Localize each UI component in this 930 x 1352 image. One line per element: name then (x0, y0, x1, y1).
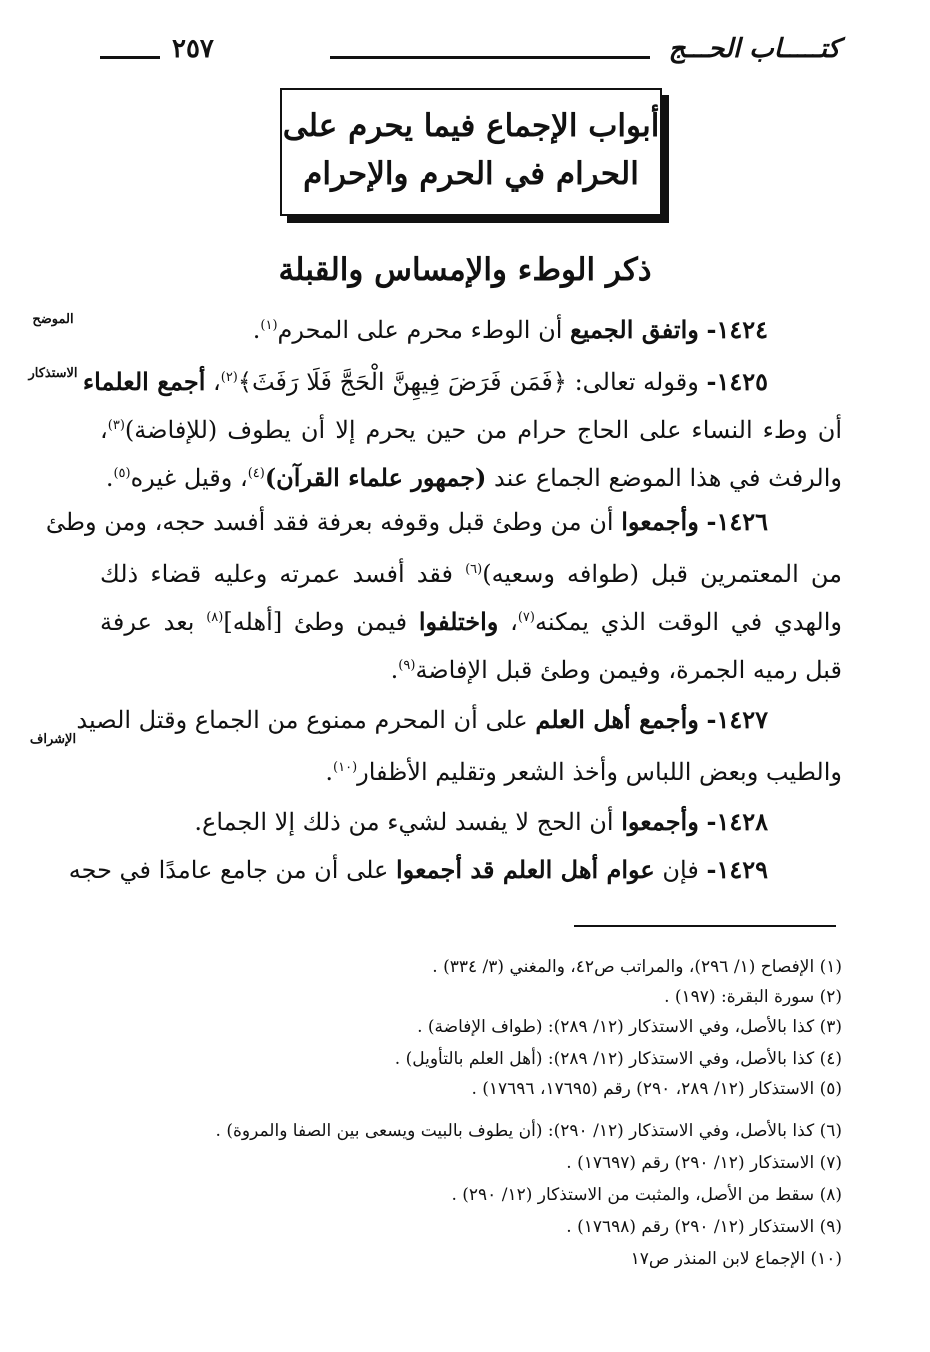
footnote-ref: (٩) (398, 658, 416, 673)
footnote-6: (٦) كذا بالأصل، وفي الاستذكار (١٢/ ٢٩٠): (أن يطوف بالبيت ويسعى بين الصفا والمروة) . (215, 1121, 842, 1141)
paragraph-number: ١٤٢٧- (706, 705, 768, 734)
text: فإن (662, 856, 699, 884)
paragraph-1424 (100, 302, 842, 350)
chapter-title-line-2: الحرام في الحرم والإحرام (303, 156, 639, 192)
page-number: ٢٥٧ (172, 34, 214, 64)
chapter-title-line-1: أبواب الإجماع فيما يحرم على (282, 108, 660, 144)
bold-phrase: وأجمعوا (621, 807, 699, 836)
text-line (100, 546, 842, 594)
footnote-1: (١) الإفصاح (١/ ٢٩٦)، والمراتب ص٤٢، والمغني (٣/ ٣٣٤) . (432, 957, 842, 977)
paragraph-1427 (76, 696, 842, 792)
footnote-ref: (١٠) (333, 760, 358, 775)
margin-note-ishraf: الإشراف (29, 732, 77, 747)
footnote-2: (٢) سورة البقرة: (١٩٧) . (664, 987, 842, 1007)
text: والهدي في الوقت الذي يمكنه (534, 608, 842, 636)
paragraph-1425 (82, 354, 842, 498)
footnote-ref: (٣) (107, 418, 125, 433)
footnote-7: (٧) الاستذكار (١٢/ ٢٩٠) رقم (١٧٦٩٧) . (566, 1153, 842, 1173)
text-line (100, 798, 842, 846)
footnote-separator (574, 925, 836, 927)
footnote-ref: (٥) (113, 466, 131, 481)
footnote-10: (١٠) الإجماع لابن المنذر ص١٧ (630, 1249, 842, 1269)
paragraph-1429 (68, 846, 842, 894)
text-line: والرفث في هذا الموضع الجماع عند (جمهور علماء القرآن)$^{(٤)}$، وقيل غيره$^{(٥)}$. (105, 463, 842, 492)
section-title: ذكر الوطء والإمساس والقبلة (278, 252, 652, 288)
bold-phrase: (جمهور علماء القرآن) (264, 463, 487, 492)
margin-note-mudih: الموضح (32, 312, 74, 327)
header-rule (330, 56, 650, 59)
text-line: ١٤٢٤- واتفق الجميع أن الوطء محرم على المحرم$^{(١)}$. (252, 315, 768, 344)
footnote-ref: (٧) (517, 610, 535, 625)
text: على أن المحرم ممنوع من الجماع وقتل الصيد (76, 706, 528, 734)
text: فقد أفسد عمرته وعليه قضاء ذلك (100, 560, 453, 588)
footnote-3: (٣) كذا بالأصل، وفي الاستذكار (١٢/ ٢٨٩): (طواف الإفاضة) . (417, 1017, 842, 1037)
footnote-ref: (٦) (465, 562, 483, 577)
text: وقوله تعالى: (574, 368, 699, 396)
paragraph-number: ١٤٢٩- (706, 855, 768, 884)
footnote-8: (٨) سقط من الأصل، والمثبت من الاستذكار (١٢/ ٢٩٠) . (451, 1185, 842, 1205)
quran-verse: ﴿فَمَن فَرَضَ فِيهِنَّ الْحَجَّ فَلَا رَفَثَ﴾ (237, 368, 567, 396)
text-line (45, 498, 842, 546)
bold-phrase: وأجمعوا (621, 507, 699, 536)
text: أن وطء النساء على الحاج حرام من حين يحرم إلا أن يطوف (للإفاضة) (124, 416, 842, 444)
footnote-9: (٩) الاستذكار (١٢/ ٢٩٠) رقم (١٧٦٩٨) . (566, 1217, 842, 1237)
paragraph-1428 (100, 798, 842, 846)
text: والطيب وبعض اللباس وأخذ الشعر وتقليم الأظفار (357, 758, 842, 786)
bold-phrase: وأجمع أهل العلم (535, 705, 699, 734)
text-line: أن وطء النساء على الحاج حرام من حين يحرم إلا أن يطوف (للإفاضة)$^{(٣)}$، (100, 416, 842, 444)
text-line: قبل رميه الجمرة، وفيمن وطئ قبل الإفاضة$^{(٩)}$. (390, 656, 842, 684)
text-line: والهدي في الوقت الذي يمكنه$^{(٧)}$، واختلفوا فيمن وطئ [أهله]$^{(٨)}$ بعد عرفة (100, 607, 842, 636)
paragraph-number: ١٤٢٨- (706, 807, 768, 836)
text: من المعتمرين قبل (طوافه وسعيه) (482, 560, 842, 588)
text: أن الحج لا يفسد لشيء من ذلك إلا الجماع. (194, 808, 614, 836)
paragraph-number: ١٤٢٥- (706, 367, 768, 396)
text-line (68, 846, 842, 894)
margin-note-istidhkar: الاستذكار (28, 366, 78, 381)
book-title: كتـــــاب الحـــج (668, 34, 840, 64)
paragraph-number: ١٤٢٤- (706, 315, 768, 344)
text: أن الوطء محرم على المحرم (277, 316, 563, 344)
bold-phrase: واختلفوا (418, 607, 499, 636)
text-line (76, 696, 842, 744)
running-header (100, 30, 840, 74)
chapter-title-box (280, 88, 662, 216)
text: على أن من جامع عامدًا في حجه (68, 856, 389, 884)
bold-phrase: أجمع العلماء (82, 367, 206, 396)
footnote-ref: (٨) (206, 610, 224, 625)
paragraph-number: ١٤٢٦- (706, 507, 768, 536)
text-line: والطيب وبعض اللباس وأخذ الشعر وتقليم الأظفار$^{(١٠)}$. (325, 758, 842, 786)
footnote-ref: (٤) (247, 466, 265, 481)
text: بعد عرفة (100, 608, 195, 636)
footnote-ref: (١) (260, 318, 278, 333)
text: قبل رميه الجمرة، وفيمن وطئ قبل الإفاضة (415, 656, 842, 684)
bold-phrase: واتفق الجميع (570, 315, 699, 344)
text: فيمن وطئ [أهله] (223, 608, 408, 636)
text: والرفث في هذا الموضع الجماع عند (494, 464, 842, 492)
footnote-ref: (٢) (220, 370, 238, 385)
footnote-4: (٤) كذا بالأصل، وفي الاستذكار (١٢/ ٢٨٩): (أهل العلم بالتأويل) . (394, 1049, 842, 1069)
footnote-5: (٥) الاستذكار (١٢/ ٢٨٩، ٢٩٠) رقم (١٧٦٩٥، ١٧٦٩٦) . (471, 1079, 842, 1099)
bold-phrase: عوام أهل العلم قد أجمعوا (396, 855, 655, 884)
text: وقيل غيره (130, 464, 233, 492)
paragraph-1426 (45, 498, 842, 690)
text: أن من وطئ قبل وقوفه بعرفة فقد أفسد حجه، ومن وطئ (45, 508, 614, 536)
text-line: ١٤٢٥- وقوله تعالى: ﴿فَمَن فَرَضَ فِيهِنَّ الْحَجَّ فَلَا رَفَثَ﴾$^{(٢)}$، أجمع العلماء (82, 367, 768, 396)
header-rule-short (100, 56, 160, 59)
